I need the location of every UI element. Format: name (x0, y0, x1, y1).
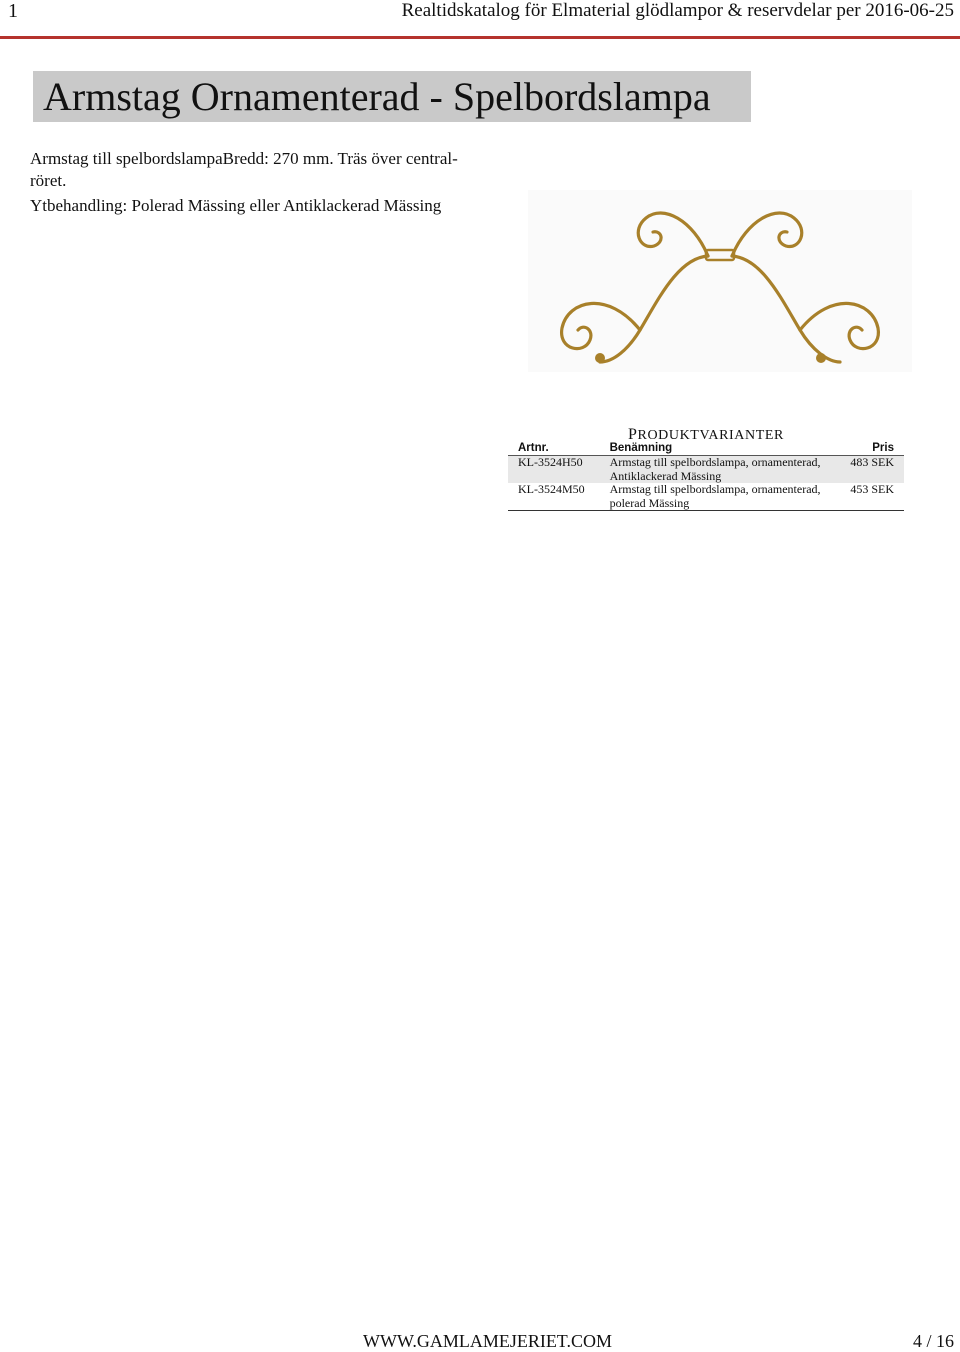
footer-website-link[interactable]: WWW.GAMLAMEJERIET.COM (363, 1331, 612, 1351)
cell-price: 483 SEK (840, 456, 904, 484)
page-number: 1 (8, 0, 18, 22)
left-upper-scroll (638, 213, 708, 256)
left-end-ball (595, 353, 605, 363)
table-row (508, 456, 904, 484)
right-upper-scroll (732, 213, 802, 256)
product-description (30, 148, 470, 192)
table-header-row (508, 442, 904, 456)
column-header-name: Benämning (600, 442, 841, 456)
product-title: Armstag Ornamenterad - Spelbordslampa (43, 74, 711, 119)
variants-heading-initial: P (628, 426, 638, 443)
table-row (508, 483, 904, 511)
product-title-box (33, 71, 751, 122)
cell-artnr: KL-3524H50 (508, 456, 600, 484)
central-tube (706, 250, 734, 260)
column-header-price: Pris (840, 442, 904, 456)
product-finish: Ytbehandling: Polerad Mässing eller Antiklackerad Mässing (30, 196, 442, 215)
running-title: Realtidskatalog för Elmaterial glödlampor & reservdelar per 2016-06-25 (401, 0, 954, 21)
footer-page-count: 4 / 16 (912, 1331, 954, 1351)
cell-price: 453 SEK (840, 483, 904, 511)
right-lower-scroll (800, 303, 878, 348)
ornamental-brass-arm-image (528, 190, 912, 372)
cell-name: Armstag till spelbordslampa, ornamenterad, polerad Mässing (600, 483, 841, 511)
ornament-svg (528, 190, 912, 372)
cell-name: Armstag till spelbordslampa, ornamenterad, Antiklackerad Mässing (600, 456, 841, 484)
cell-artnr: KL-3524M50 (508, 483, 600, 511)
column-header-artnr: Artnr. (508, 442, 600, 456)
header-rule (0, 36, 960, 39)
description-line-1: Armstag till spelbordslampaBredd: 270 mm. Träs över central- (30, 149, 458, 168)
variants-table (508, 442, 904, 511)
description-line-2: röret. (30, 171, 67, 190)
variants-heading-rest: RODUKTVARIANTER (637, 428, 784, 443)
left-lower-scroll (562, 303, 640, 348)
right-end-ball (816, 353, 826, 363)
